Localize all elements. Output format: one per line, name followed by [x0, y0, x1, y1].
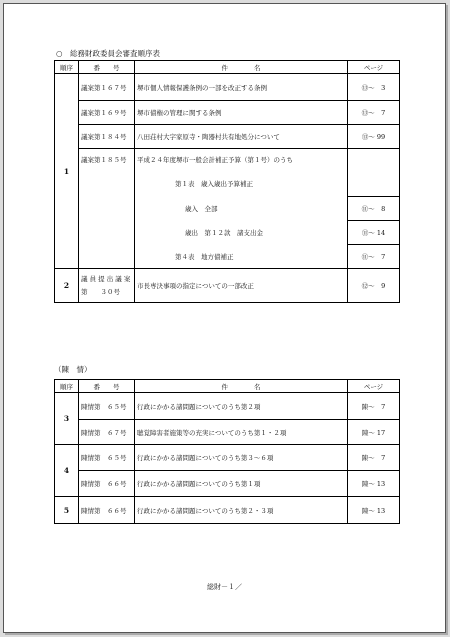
- sub-page: [348, 171, 400, 197]
- table-row: [55, 471, 400, 497]
- sub-detail: 全部: [204, 205, 218, 213]
- col-order-header: 順序: [55, 380, 79, 393]
- item-number-line2: 第 ３０号: [81, 287, 120, 296]
- col-number-header: 番 号: [79, 380, 135, 393]
- item-page: ⑬～ 3: [348, 74, 400, 101]
- col-subject-header: 件 名: [135, 380, 348, 393]
- item-number: 陳情第 ６７号: [79, 420, 135, 445]
- table-row: [55, 101, 400, 125]
- item-number: 陳情第 ６５号: [79, 393, 135, 420]
- item-subject: 行政にかかる諸問題についてのうち第２項: [135, 393, 348, 420]
- order-number: 4: [55, 445, 79, 497]
- table-row: [55, 393, 400, 420]
- table-header-row: [55, 380, 400, 393]
- item-number: 陳情第 ６６号: [79, 471, 135, 497]
- table-header-row: [55, 61, 400, 74]
- item-page: 陳～ 17: [348, 420, 400, 445]
- order-number: 3: [55, 393, 79, 445]
- item-number: 議案第１６７号: [79, 74, 135, 101]
- item-subject: 行政にかかる諸問題についてのうち第２・３項: [135, 497, 348, 524]
- item-page: ⑬～ 99: [348, 125, 400, 149]
- item-subject: 八田荘村大字家原寺・陶器村共有地処分について: [135, 125, 348, 149]
- sub-subject: [135, 221, 348, 245]
- item-page: ⑫～ 9: [348, 269, 400, 303]
- table-row: [55, 269, 400, 303]
- item-number: 議案第１８４号: [79, 125, 135, 149]
- item-page: [348, 149, 400, 171]
- sub-subject: [135, 197, 348, 221]
- order-number: 5: [55, 497, 79, 524]
- table-row: [55, 420, 400, 445]
- item-number: 議案第１６９号: [79, 101, 135, 125]
- table-row: [55, 74, 400, 101]
- petition-table: [54, 379, 400, 524]
- sub-subject: 第４表 地方債補正: [135, 245, 348, 269]
- col-subject-header: 件 名: [135, 61, 348, 74]
- item-page: ⑬～ 7: [348, 101, 400, 125]
- col-page-header: ページ: [348, 61, 400, 74]
- order-number: 2: [55, 269, 79, 303]
- item-subject: 平成２４年度堺市一般会計補正予算（第１号）のうち: [135, 149, 348, 171]
- item-page: 陳～ 7: [348, 393, 400, 420]
- sub-label: 歳出: [185, 229, 198, 237]
- item-page: 陳～ 7: [348, 445, 400, 471]
- sub-label: 歳入: [185, 205, 198, 213]
- sub-page: ⑪～ 14: [348, 221, 400, 245]
- col-page-header: ページ: [348, 380, 400, 393]
- item-subject: 聴覚障害者施策等の充実についてのうち第１・２項: [135, 420, 348, 445]
- table-row: [55, 125, 400, 149]
- item-subject: 行政にかかる諸問題についてのうち第３～６項: [135, 445, 348, 471]
- item-number: 議案第１８５号: [79, 149, 135, 269]
- table-row: [55, 497, 400, 524]
- table-row: [55, 445, 400, 471]
- col-order-header: 順序: [55, 61, 79, 74]
- order-number: 1: [55, 74, 79, 269]
- item-subject: 堺市個人情報保護条例の一部を改正する条例: [135, 74, 348, 101]
- item-number: 陳情第 ６５号: [79, 445, 135, 471]
- item-subject: 市長専決事項の指定についての一部改正: [135, 269, 348, 303]
- table-row: [55, 149, 400, 171]
- document-page: [3, 3, 446, 633]
- sub-detail: 第１２款 諸支出金: [204, 229, 263, 237]
- section1-heading: ○ 総務財政委員会審査順序表: [56, 49, 161, 58]
- sub-page: ⑪～ 7: [348, 245, 400, 269]
- item-subject: 行政にかかる諸問題についてのうち第１項: [135, 471, 348, 497]
- section2-heading: （陳 情）: [54, 365, 92, 374]
- item-subject: 堺市債権の管理に関する条例: [135, 101, 348, 125]
- item-page: 陳～ 13: [348, 497, 400, 524]
- item-number: [79, 269, 135, 303]
- item-number-line1: 議 員 提 出 議 案: [81, 274, 131, 283]
- sub-subject: 第１表 歳入歳出予算補正: [135, 171, 348, 197]
- item-page: 陳～ 13: [348, 471, 400, 497]
- page-footer: 総財－１／: [207, 583, 242, 591]
- sub-page: ⑪～ 8: [348, 197, 400, 221]
- review-order-table: [54, 60, 400, 303]
- col-number-header: 番 号: [79, 61, 135, 74]
- item-number: 陳情第 ６６号: [79, 497, 135, 524]
